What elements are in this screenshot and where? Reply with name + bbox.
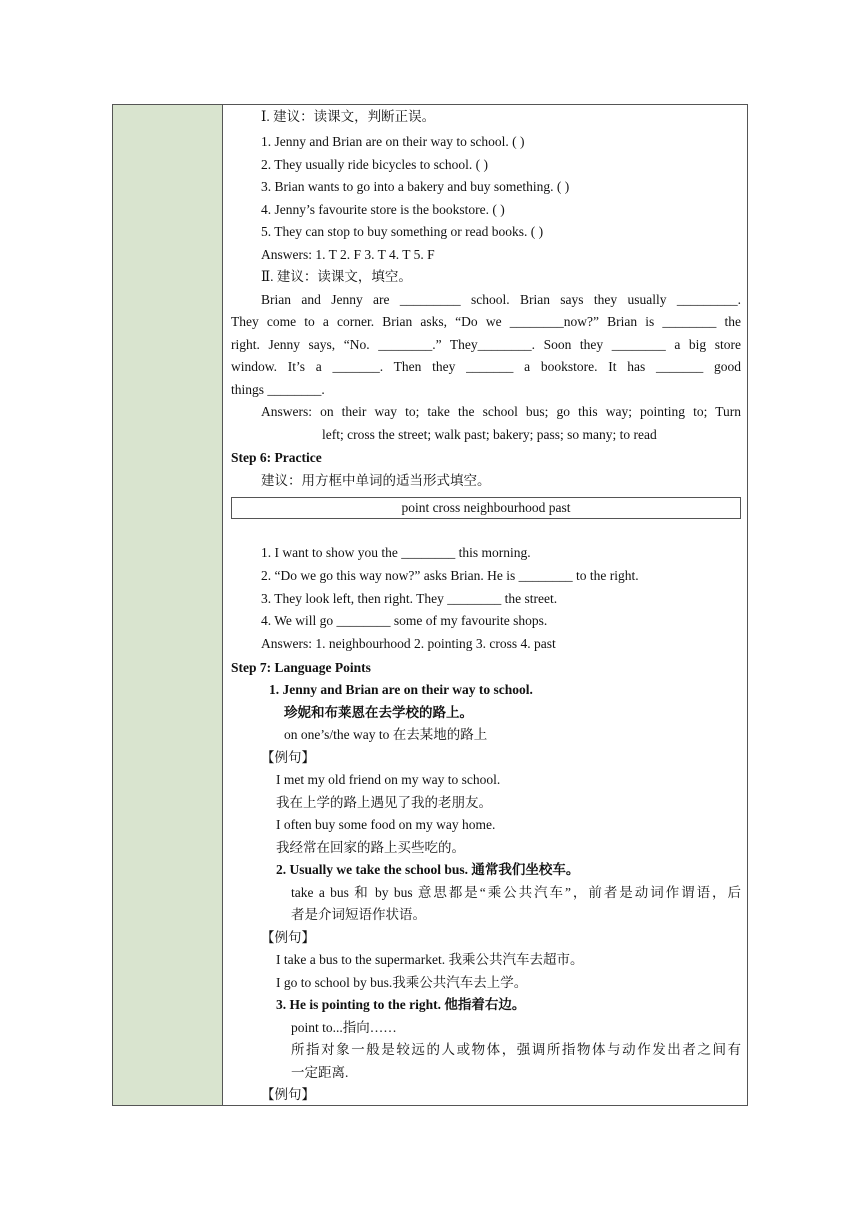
- point3-explanation-cont: 一定距离.: [291, 1065, 349, 1080]
- part2-heading: Ⅱ. 建议：读课文，填空。: [261, 269, 412, 284]
- point2-note-cont: 者是介词短语作状语。: [291, 907, 426, 922]
- step6-item: 3. They look left, then right. They ________ the street.: [261, 591, 558, 606]
- point2-sentence: 2. Usually we take the school bus. 通常我们坐校车。: [276, 862, 580, 877]
- part1-item: 1. Jenny and Brian are on their way to school. ( ): [261, 134, 525, 149]
- example-label: 【例句】: [261, 1087, 315, 1102]
- example-label: 【例句】: [261, 750, 315, 765]
- part2-passage-line: window. It’s a _______. Then they _______ a bookstore. It has _______ good: [231, 359, 741, 374]
- part2-passage-line: things ________.: [231, 382, 325, 397]
- point1-note: on one’s/the way to 在去某地的路上: [284, 727, 488, 742]
- lesson-table: [112, 104, 748, 1106]
- example-sentence: I take a bus to the supermarket. 我乘公共汽车去超市。: [276, 952, 584, 967]
- example-sentence: 我在上学的路上遇见了我的老朋友。: [276, 795, 492, 810]
- step6-instruction: 建议：用方框中单词的适当形式填空。: [261, 473, 491, 488]
- part1-item: 4. Jenny’s favourite store is the bookstore. ( ): [261, 202, 505, 217]
- point1-sentence: 1. Jenny and Brian are on their way to school.: [269, 682, 533, 697]
- part2-passage-line: right. Jenny says, “No. ________.” They________. Soon they ________ a big store: [231, 337, 741, 352]
- step6-item: 4. We will go ________ some of my favourite shops.: [261, 613, 548, 628]
- point2-note: take a bus 和 by bus 意思都是“乘公共汽车”，前者是动词作谓语，后: [291, 885, 741, 900]
- step6-heading: Step 6: Practice: [231, 450, 322, 465]
- point1-translation: 珍妮和布莱恩在去学校的路上。: [284, 705, 473, 720]
- part2-passage-line: Brian and Jenny are _________ school. Brian says they usually _________.: [261, 292, 741, 307]
- example-sentence: 我经常在回家的路上买些吃的。: [276, 840, 465, 855]
- example-sentence: I go to school by bus.我乘公共汽车去上学。: [276, 975, 528, 990]
- point3-sentence: 3. He is pointing to the right. 他指着右边。: [276, 997, 526, 1012]
- part1-answers: Answers: 1. T 2. F 3. T 4. T 5. F: [261, 247, 435, 262]
- part1-item: 2. They usually ride bicycles to school. ( ): [261, 157, 488, 172]
- point3-explanation: 所指对象一般是较远的人或物体，强调所指物体与动作发出者之间有: [291, 1042, 741, 1057]
- example-sentence: I met my old friend on my way to school.: [276, 772, 501, 787]
- part1-heading: Ⅰ. 建议：读课文，判断正误。: [261, 109, 436, 124]
- left-column: [113, 105, 223, 1105]
- part1-item: 5. They can stop to buy something or read books. ( ): [261, 224, 544, 239]
- step7-heading: Step 7: Language Points: [231, 660, 371, 675]
- step6-item: 2. “Do we go this way now?” asks Brian. He is ________ to the right.: [261, 568, 639, 583]
- step6-answers: Answers: 1. neighbourhood 2. pointing 3. cross 4. past: [261, 636, 556, 651]
- part2-passage-line: They come to a corner. Brian asks, “Do we ________now?” Brian is ________ the: [231, 314, 741, 329]
- part2-answers-cont: left; cross the street; walk past; bakery; pass; so many; to read: [322, 427, 657, 442]
- part2-answers: Answers: on their way to; take the school bus; go this way; pointing to; Turn: [261, 404, 741, 419]
- example-sentence: I often buy some food on my way home.: [276, 817, 496, 832]
- content-column-lower: [223, 105, 747, 1105]
- step6-item: 1. I want to show you the ________ this morning.: [261, 545, 531, 560]
- part1-item: 3. Brian wants to go into a bakery and buy something. ( ): [261, 179, 570, 194]
- example-label: 【例句】: [261, 930, 315, 945]
- point3-note: point to...指向……: [291, 1020, 397, 1035]
- word-box: point cross neighbourhood past: [231, 497, 741, 519]
